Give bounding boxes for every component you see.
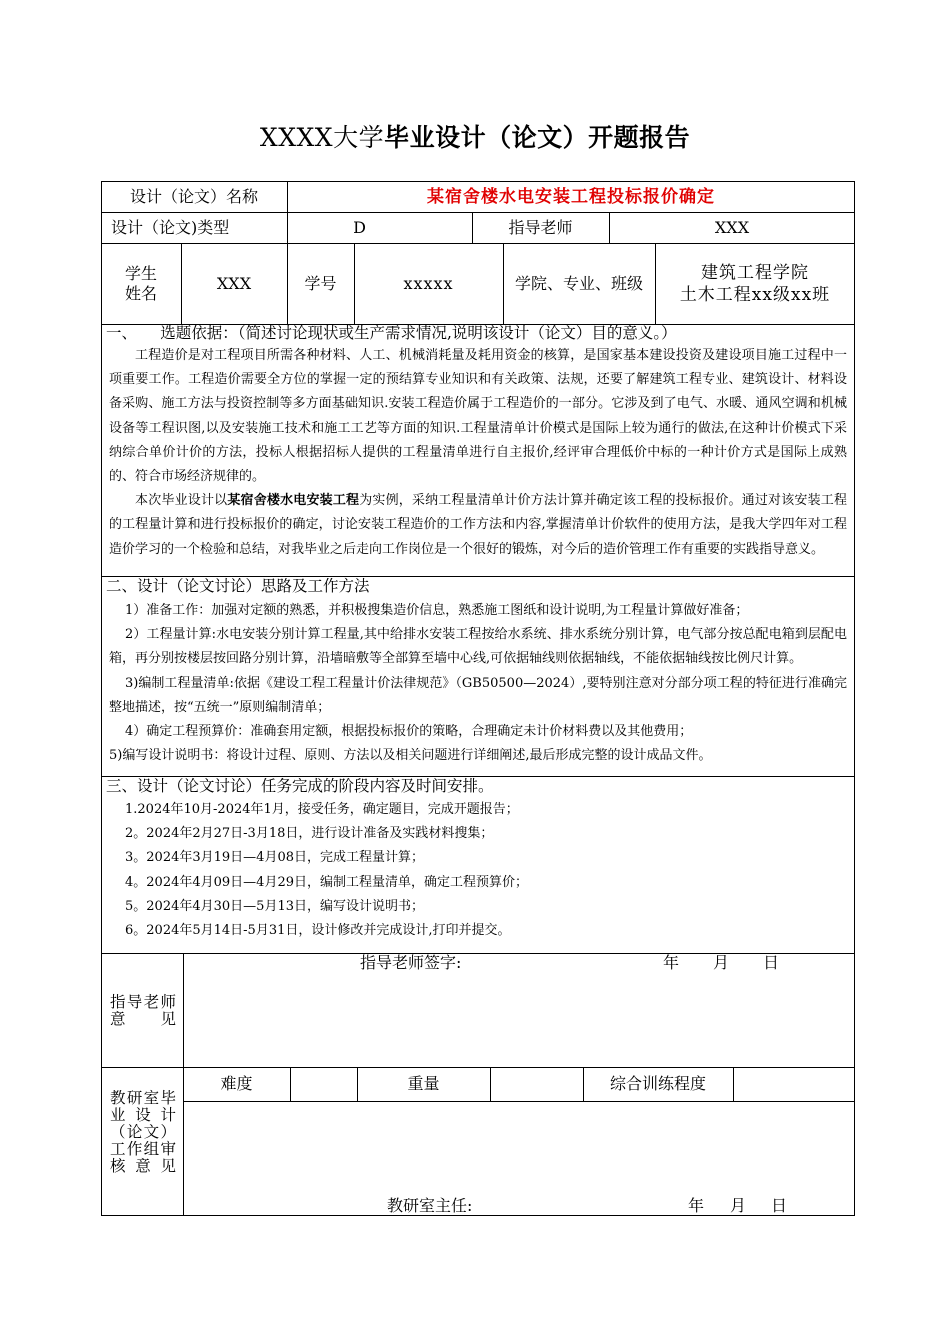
college-line-2: 土木工程xx级xx班 bbox=[679, 284, 831, 305]
schedule-item-4: 4。2024年4月09日—4月29日，编制工程量清单，确定工程预算价； bbox=[125, 874, 528, 890]
workload-label: 重量 bbox=[407, 1074, 440, 1093]
review-month: 月 bbox=[730, 1196, 747, 1215]
advisor-month: 月 bbox=[713, 953, 730, 972]
name-label: 设计（论文）名称 bbox=[129, 186, 258, 206]
section-1 bbox=[106, 323, 847, 562]
section-2-item-1: 1）准备工作：加强对定额的熟悉，并积极搜集造价信息，熟悉施工图纸和设计说明,为工程量计算做好准备； bbox=[125, 603, 749, 618]
section-1-para-1: 工程造价是对工程项目所需各种材料、人工、机械消耗量及耗用资金的核算，是国家基本建设投资及建设项目施工过程中一项重要工作。工程造价需要全方位的掌握一定的预结算专业知识和有关政策、法规，还要了解建筑工程专业、建筑设计、材料设备采购、施工方法与投资控制等多方面基础知识.安装工程造价属于工程造价的一部分。它涉及到了电气、水暖、通风空调和机械设备等工程识图,以及安装施工技术和施工工艺等方面的知识.工程量清单计价模式是国际上较为通行的做法,在这种计价模式下采纳综合单价计价的方法，投标人根据招标人提供的工程量清单进行自主报价,经评审合理低价中标的一种计价方式是国际上成熟的、符合市场经济规律的。 bbox=[109, 348, 847, 485]
section-2 bbox=[106, 576, 847, 768]
section-2-item-2: 2）工程量计算:水电安装分别计算工程量,其中给排水安装工程按给水系统、排水系统分别计算，电气部分按总配电箱到层配电箱，再分别按楼层按回路分别计算，沿墙暗敷等全部算至墙中心线,可依据轴线则依据轴线，不能依据轴线按比例尺计算。 bbox=[109, 627, 847, 667]
college-line-1: 建筑工程学院 bbox=[701, 262, 809, 283]
schedule-item-2: 2。2024年2月27日-3月18日，进行设计准备及实践材料搜集； bbox=[125, 826, 494, 842]
section-2-item-4: 4）确定工程预算价：准确套用定额，根据投标报价的策略，合理确定未计价材料费以及其他费用； bbox=[125, 724, 693, 740]
advisor-opinion-label: 指导老师意见 bbox=[110, 993, 176, 1028]
schedule-item-6: 6。2024年5月14日-5月31日，设计修改并完成设计,打印并提交。 bbox=[125, 923, 511, 939]
section-2-item-3: 3)编制工程量清单:依据《建设工程工程量计价法律规范》（GB50500—2024）,要特别注意对分部分项工程的特征进行准确完整地描述，按“五统一”原则编制清单； bbox=[109, 675, 847, 715]
section-3-heading: 三、设计（论文讨论）任务完成的阶段内容及时间安排。 bbox=[106, 777, 494, 795]
director-sign-label: 教研室主任: bbox=[387, 1196, 473, 1215]
advisor-label: 指导老师 bbox=[508, 217, 573, 237]
advisor-sign-label: 指导老师签字: bbox=[360, 953, 462, 972]
section-3 bbox=[106, 776, 847, 943]
college-value bbox=[655, 243, 855, 324]
section-2-item-5: 5)编写设计说明书：将设计过程、原则、方法以及相关问题进行详细阐述,最后形成完整的设计成品文件。 bbox=[109, 748, 712, 764]
page-title: XXXX大学毕业设计（论文）开题报告 bbox=[259, 123, 691, 152]
schedule-item-1: 1.2024年10月-2024年1月，接受任务，确定题目，完成开题报告； bbox=[125, 802, 519, 817]
advisor-year: 年 bbox=[663, 953, 680, 972]
type-value: D bbox=[353, 217, 366, 237]
id-label: 学号 bbox=[304, 273, 337, 293]
training-label: 综合训练程度 bbox=[609, 1074, 706, 1093]
college-label: 学院、专业、班级 bbox=[514, 273, 643, 293]
type-label: 设计（论文)类型 bbox=[111, 217, 230, 237]
review-label: 教研室毕业设计（论文）工作组审核意见 bbox=[110, 1089, 176, 1175]
review-day: 日 bbox=[771, 1196, 788, 1215]
project-name: 某宿舍楼水电安装工程投标报价确定 bbox=[427, 186, 715, 207]
review-year: 年 bbox=[688, 1196, 705, 1215]
id-value: xxxxx bbox=[403, 273, 454, 293]
student-label: 学生 姓名 bbox=[124, 263, 157, 303]
advisor-value: XXX bbox=[714, 217, 750, 237]
difficulty-label: 难度 bbox=[220, 1074, 253, 1093]
advisor-day: 日 bbox=[763, 953, 780, 972]
schedule-item-3: 3。2024年3月19日—4月08日，完成工程量计算； bbox=[125, 850, 424, 866]
section-1-heading: 一、 选题依据：（简述讨论现状或生产需求情况,说明该设计（论文）目的意义。） bbox=[106, 324, 677, 342]
schedule-item-5: 5。2024年4月30日—5月13日，编写设计说明书； bbox=[125, 898, 424, 914]
student-value: XXX bbox=[216, 273, 252, 293]
section-1-para-2: 本次毕业设计以某宿舍楼水电安装工程为实例，采纳工程量清单计价方法计算并确定该工程的投标报价。通过对该安装工程的工程量计算和进行投标报价的确定，讨论安装工程造价的工作方法和内容,掌握清单计价软件的使用方法，是我大学四年对工程造价学习的一个检验和总结，对我毕业之后走向工作岗位是一个很好的锻炼，对今后的造价管理工作有重要的实践指导意义。 bbox=[109, 493, 847, 557]
section-2-heading: 二、设计（论文讨论）思路及工作方法 bbox=[106, 577, 370, 595]
